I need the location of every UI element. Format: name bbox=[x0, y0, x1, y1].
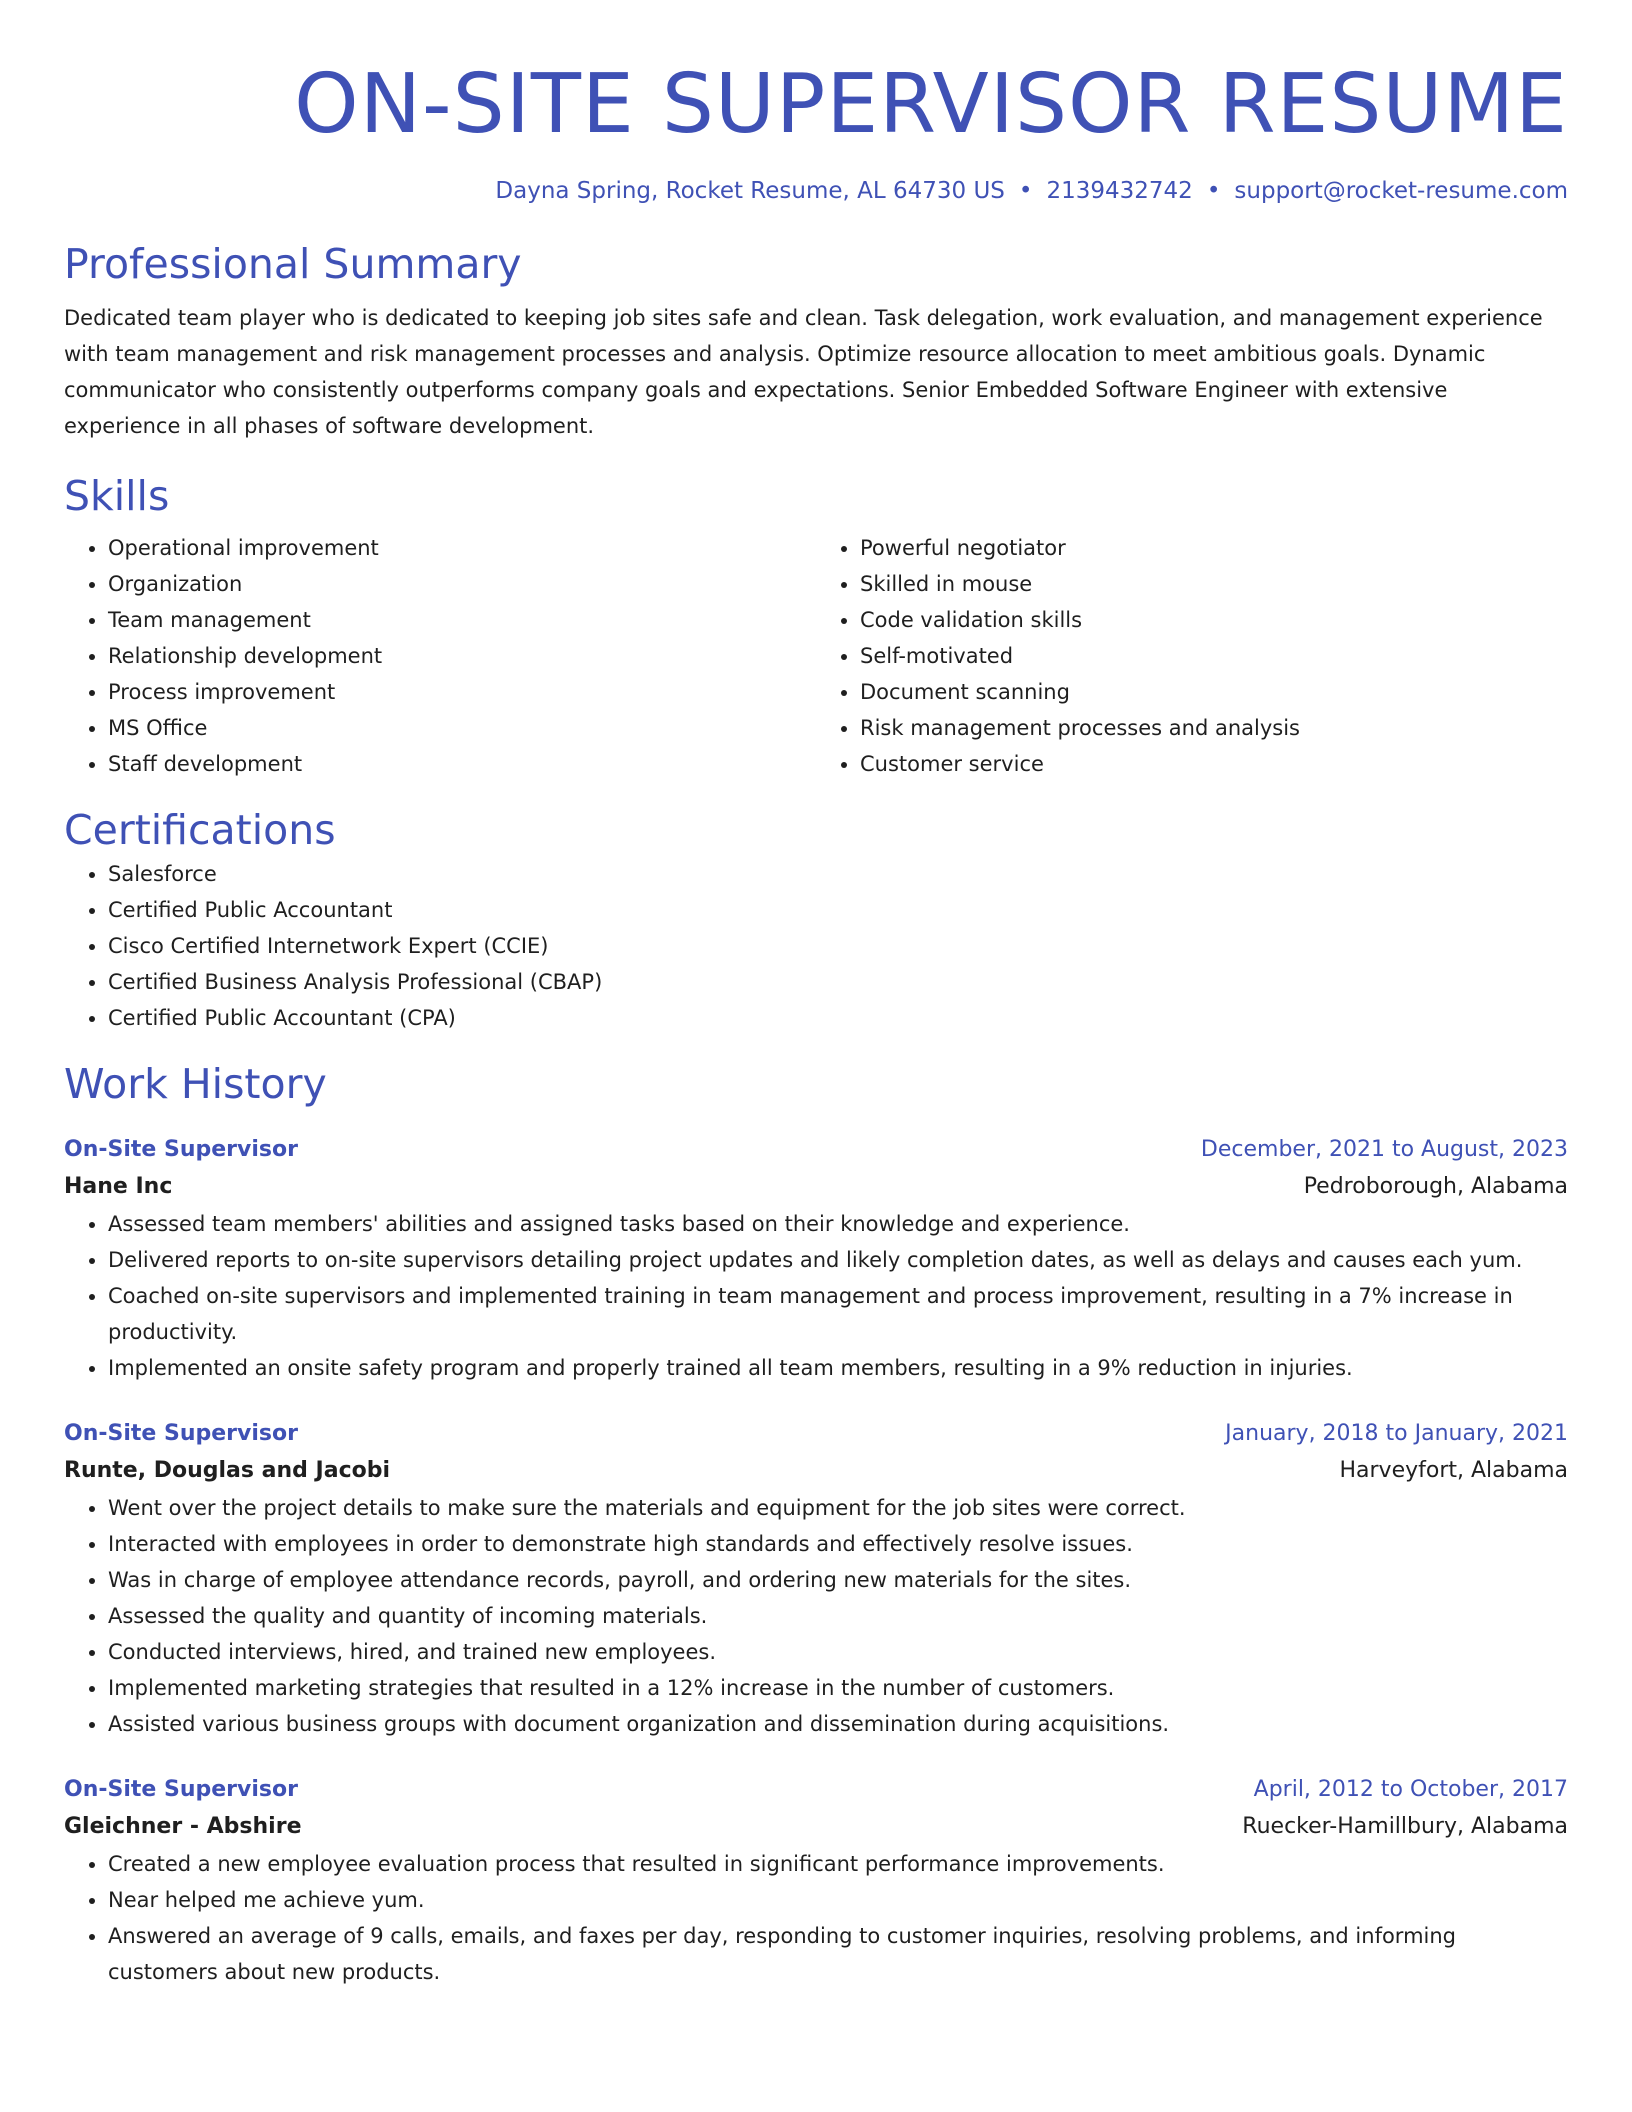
job-header-row bbox=[64, 1416, 1568, 1452]
job-header-row bbox=[64, 1132, 1568, 1168]
job-title: On-Site Supervisor bbox=[64, 1137, 298, 1162]
job-bullet: • Assisted various business groups with document organization and dissemination during acquisitions. bbox=[108, 1706, 1568, 1742]
job-location: Pedroborough, Alabama bbox=[1303, 1174, 1568, 1199]
certification-item: • Certified Public Accountant bbox=[108, 892, 1568, 928]
job-entry bbox=[64, 1772, 1568, 1990]
skill-item: • Self-motivated bbox=[860, 638, 1568, 674]
job-bullet: • Assessed team members' abilities and assigned tasks based on their knowledge and experience. bbox=[108, 1206, 1568, 1242]
certifications-heading: Certifications bbox=[64, 806, 336, 854]
job-bullet: • Went over the project details to make sure the materials and equipment for the job sites were correct. bbox=[108, 1490, 1568, 1526]
job-entry bbox=[64, 1132, 1568, 1386]
contact-address: Dayna Spring, Rocket Resume, AL 64730 US bbox=[495, 178, 1005, 204]
contact-separator: • bbox=[1206, 178, 1221, 204]
job-company-row bbox=[64, 1168, 1568, 1206]
skills-list-left bbox=[64, 530, 816, 782]
certifications-list bbox=[64, 856, 1568, 1036]
skills-heading: Skills bbox=[64, 472, 170, 520]
job-bullet: • Implemented an onsite safety program and properly trained all team members, resulting in a 9% reduction in injuries. bbox=[108, 1350, 1568, 1386]
skill-item: • Skilled in mouse bbox=[860, 566, 1568, 602]
job-company-row bbox=[64, 1452, 1568, 1490]
summary-section bbox=[64, 238, 1568, 444]
contact-phone: 2139432742 bbox=[1046, 178, 1193, 204]
job-bullets bbox=[64, 1206, 1568, 1386]
job-title: On-Site Supervisor bbox=[64, 1777, 298, 1802]
job-bullets bbox=[64, 1846, 1568, 1990]
certification-item: • Cisco Certified Internetwork Expert (CCIE) bbox=[108, 928, 1568, 964]
job-company: Hane Inc bbox=[64, 1174, 173, 1199]
resume-title: ON-SITE SUPERVISOR RESUME bbox=[294, 57, 1568, 152]
skill-item: • Organization bbox=[108, 566, 816, 602]
job-bullet: • Answered an average of 9 calls, emails, and faxes per day, responding to customer inquiries, resolving problems, and informing customers about new products. bbox=[108, 1918, 1568, 1990]
skill-item: • Staff development bbox=[108, 746, 816, 782]
skill-item: • Customer service bbox=[860, 746, 1568, 782]
job-bullet: • Implemented marketing strategies that resulted in a 12% increase in the number of customers. bbox=[108, 1670, 1568, 1706]
skill-item: • Operational improvement bbox=[108, 530, 816, 566]
skill-item: • Powerful negotiator bbox=[860, 530, 1568, 566]
job-dates: January, 2018 to January, 2021 bbox=[1225, 1421, 1568, 1446]
contact-line bbox=[64, 174, 1568, 208]
job-bullet: • Was in charge of employee attendance records, payroll, and ordering new materials for the sites. bbox=[108, 1562, 1568, 1598]
job-bullets bbox=[64, 1490, 1568, 1742]
work-history-heading: Work History bbox=[64, 1060, 327, 1108]
job-company-row bbox=[64, 1808, 1568, 1846]
skills-section bbox=[64, 470, 1568, 782]
work-history-section bbox=[64, 1058, 1568, 1990]
skill-item: • Process improvement bbox=[108, 674, 816, 710]
skill-item: • Team management bbox=[108, 602, 816, 638]
summary-text: Dedicated team player who is dedicated to keeping job sites safe and clean. Task delegation, work evaluation, and management experience with team management and risk management processes and analysis. Optimize resource allocation to meet ambitious goals. Dynamic communicator who consistently outperforms company goals and expectations. Senior Embedded Software Engineer with extensive experience in all phases of software development. bbox=[64, 306, 1543, 438]
skill-item: • MS Office bbox=[108, 710, 816, 746]
summary-heading: Professional Summary bbox=[64, 240, 522, 288]
job-bullet: • Coached on-site supervisors and implemented training in team management and process improvement, resulting in a 7% increase in productivity. bbox=[108, 1278, 1568, 1350]
job-dates: April, 2012 to October, 2017 bbox=[1253, 1777, 1568, 1802]
job-bullet: • Delivered reports to on-site supervisors detailing project updates and likely completion dates, as well as delays and causes each yum. bbox=[108, 1242, 1568, 1278]
job-location: Ruecker-Hamillbury, Alabama bbox=[1242, 1814, 1568, 1839]
certifications-section bbox=[64, 804, 1568, 1036]
skill-item: • Relationship development bbox=[108, 638, 816, 674]
contact-email: support@rocket-resume.com bbox=[1234, 178, 1568, 204]
job-title: On-Site Supervisor bbox=[64, 1421, 298, 1446]
job-dates: December, 2021 to August, 2023 bbox=[1200, 1137, 1568, 1162]
job-entry bbox=[64, 1416, 1568, 1742]
certification-item: • Salesforce bbox=[108, 856, 1568, 892]
certification-item: • Certified Public Accountant (CPA) bbox=[108, 1000, 1568, 1036]
skill-item: • Document scanning bbox=[860, 674, 1568, 710]
job-company: Gleichner - Abshire bbox=[64, 1814, 302, 1839]
skill-item: • Code validation skills bbox=[860, 602, 1568, 638]
job-location: Harveyfort, Alabama bbox=[1339, 1458, 1568, 1483]
certification-item: • Certified Business Analysis Professional (CBAP) bbox=[108, 964, 1568, 1000]
job-bullet: • Near helped me achieve yum. bbox=[108, 1882, 1568, 1918]
job-header-row bbox=[64, 1772, 1568, 1808]
skill-item: • Risk management processes and analysis bbox=[860, 710, 1568, 746]
job-bullet: • Assessed the quality and quantity of incoming materials. bbox=[108, 1598, 1568, 1634]
skills-list-right bbox=[816, 530, 1568, 782]
job-bullet: • Conducted interviews, hired, and trained new employees. bbox=[108, 1634, 1568, 1670]
job-company: Runte, Douglas and Jacobi bbox=[64, 1458, 391, 1483]
skills-columns bbox=[64, 530, 1568, 782]
job-bullet: • Created a new employee evaluation process that resulted in significant performance improvements. bbox=[108, 1846, 1568, 1882]
job-bullet: • Interacted with employees in order to demonstrate high standards and effectively resolve issues. bbox=[108, 1526, 1568, 1562]
contact-separator: • bbox=[1018, 178, 1033, 204]
